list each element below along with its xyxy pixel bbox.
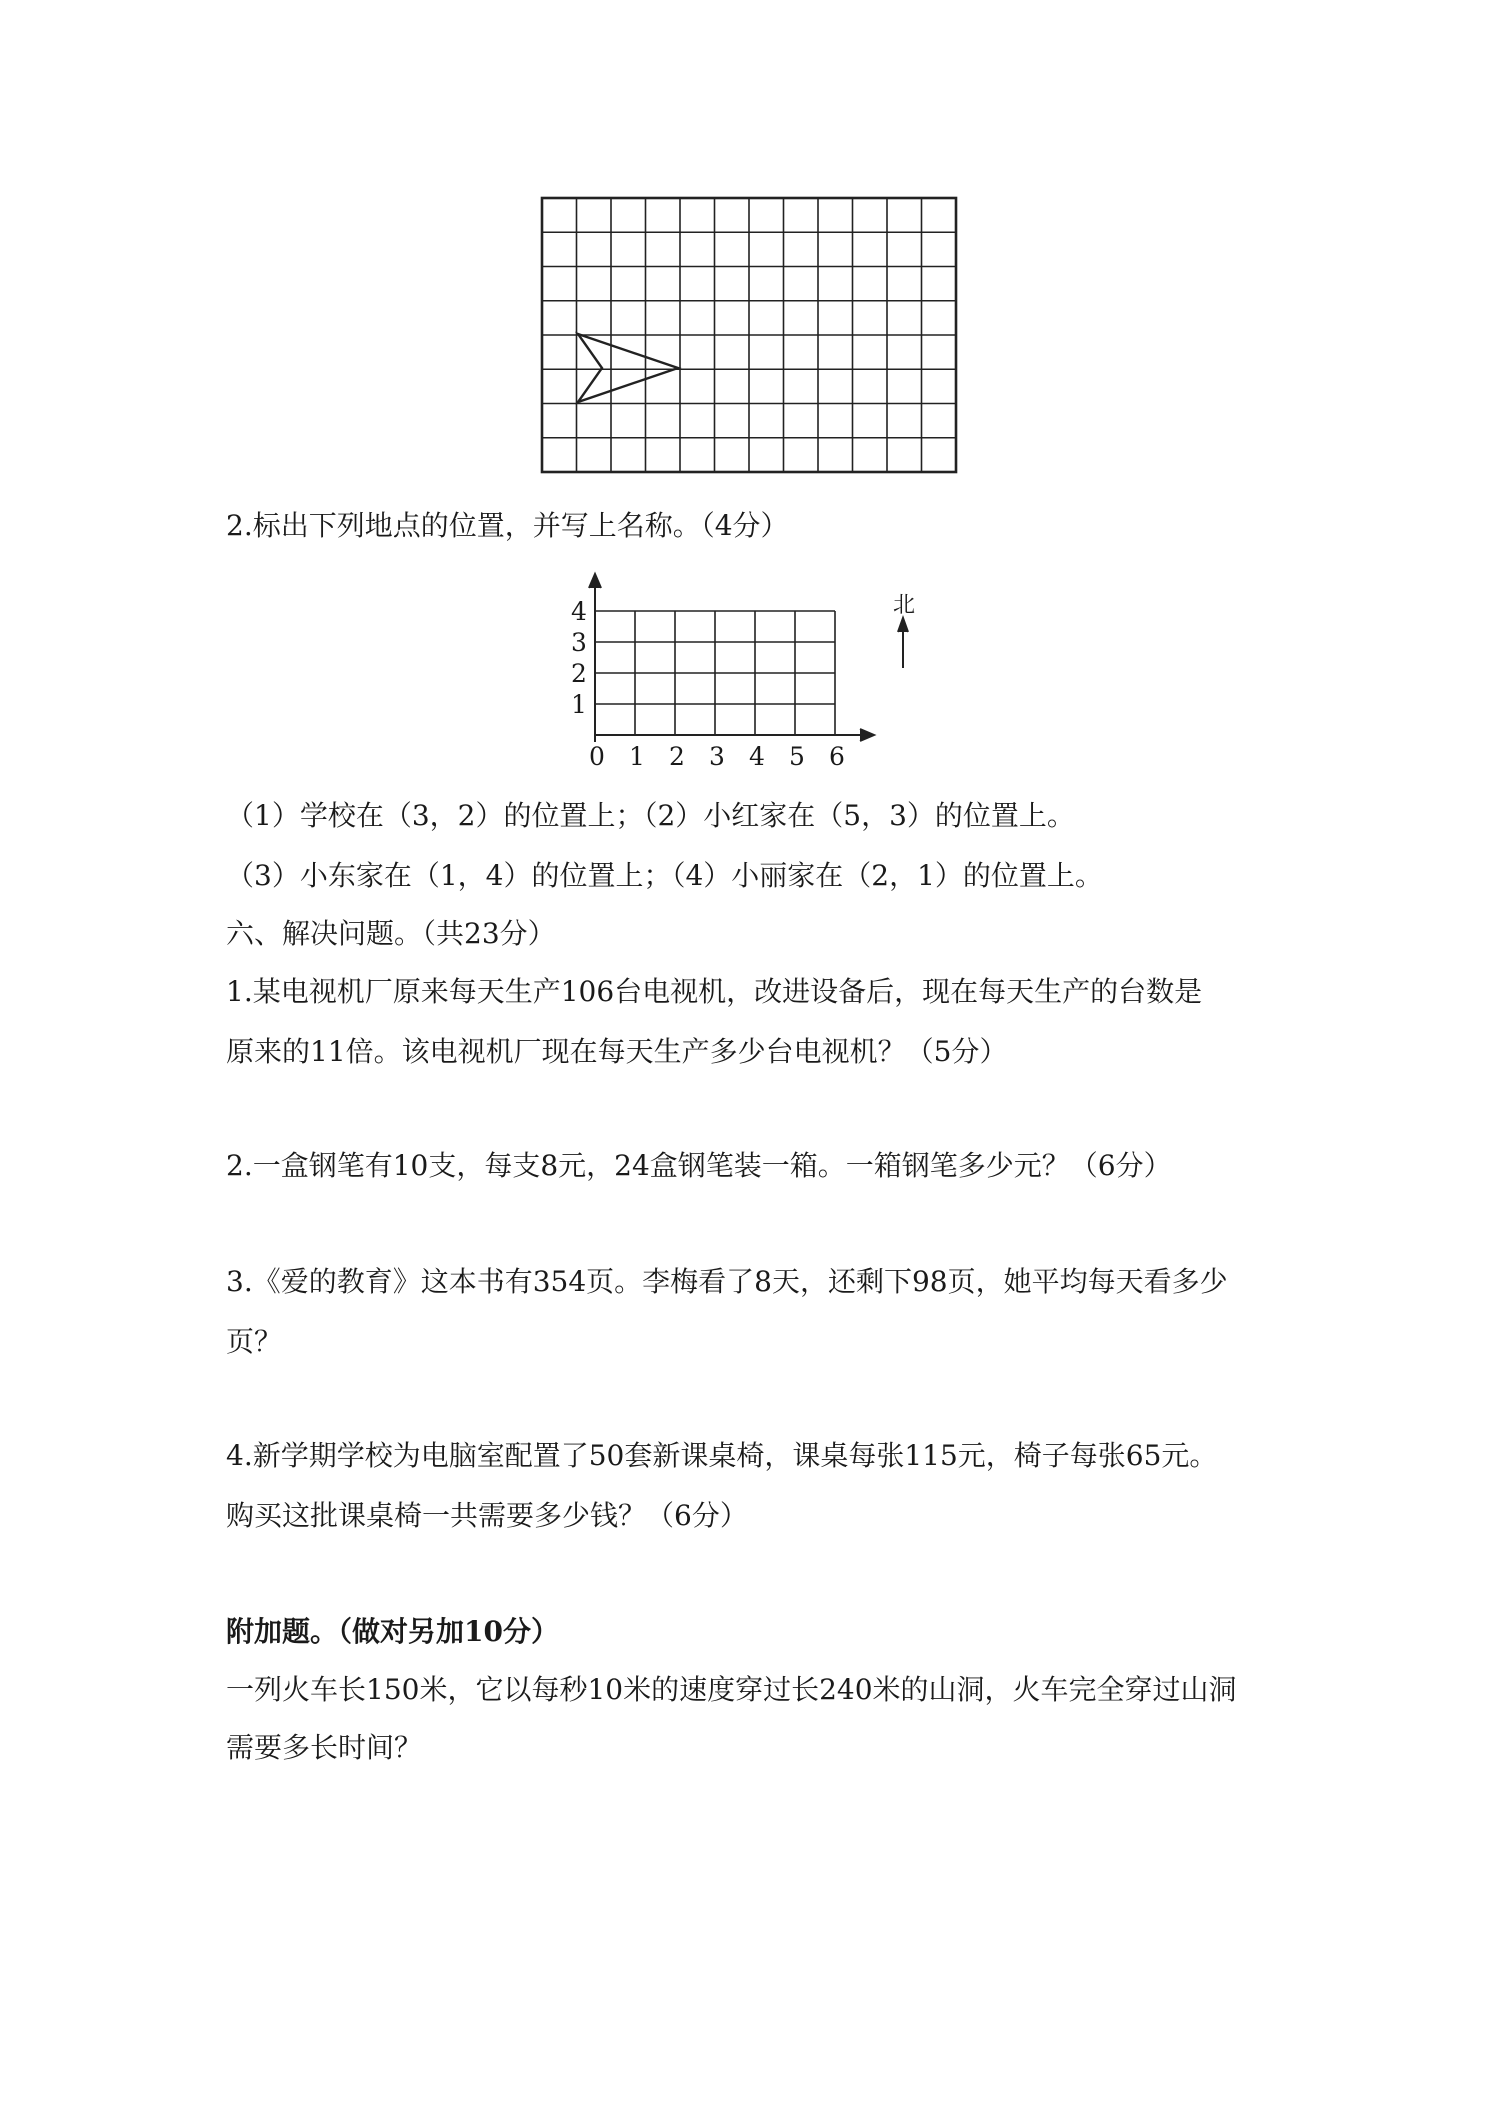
grid-figure xyxy=(540,196,960,476)
y-tick-label: 4 xyxy=(571,597,587,626)
arrow-shape xyxy=(578,334,678,402)
problem-3-line-2: 页？ xyxy=(226,1325,283,1358)
location-line-1: （1）学校在（3，2）的位置上；（2）小红家在（5，3）的位置上。 xyxy=(226,799,1075,832)
x-tick-label: 3 xyxy=(709,742,725,771)
x-tick-label: 4 xyxy=(749,742,765,771)
bonus-line-1: 一列火车长150米，它以每秒10米的速度穿过长240米的山洞，火车完全穿过山洞 xyxy=(226,1673,1237,1706)
problem-4-line-1: 4.新学期学校为电脑室配置了50套新课桌椅，课桌每张115元，椅子每张65元。 xyxy=(226,1439,1218,1472)
problem-1-line-2: 原来的11倍。该电视机厂现在每天生产多少台电视机？（5分） xyxy=(226,1035,1008,1068)
location-line-2: （3）小东家在（1，4）的位置上；（4）小丽家在（2，1）的位置上。 xyxy=(226,859,1103,892)
problem-1-line-1: 1.某电视机厂原来每天生产106台电视机，改进设备后，现在每天生产的台数是 xyxy=(226,975,1203,1008)
x-tick-label: 5 xyxy=(789,742,805,771)
problem-3-line-1: 3.《爱的教育》这本书有354页。李梅看了8天，还剩下98页，她平均每天看多少 xyxy=(226,1265,1228,1298)
north-label: 北 xyxy=(893,593,916,618)
x-tick-label: 6 xyxy=(829,742,845,771)
question-2-title: 2.标出下列地点的位置，并写上名称。（4分） xyxy=(226,509,789,542)
y-tick-label: 3 xyxy=(571,628,587,657)
y-tick-label: 1 xyxy=(571,690,587,719)
x-tick-label: 1 xyxy=(629,742,645,771)
coordinate-grid-figure xyxy=(560,572,940,772)
problem-2: 2.一盒钢笔有10支，每支8元，24盒钢笔装一箱。一箱钢笔多少元？（6分） xyxy=(226,1149,1172,1182)
y-tick-label: 2 xyxy=(571,659,587,688)
section-6-heading: 六、解决问题。（共23分） xyxy=(226,917,556,950)
bonus-heading: 附加题。（做对另加10分） xyxy=(226,1615,559,1648)
bonus-line-2: 需要多长时间？ xyxy=(226,1731,423,1764)
x-tick-label: 0 xyxy=(589,742,605,771)
problem-4-line-2: 购买这批课桌椅一共需要多少钱？（6分） xyxy=(226,1499,748,1532)
x-tick-label: 2 xyxy=(669,742,685,771)
